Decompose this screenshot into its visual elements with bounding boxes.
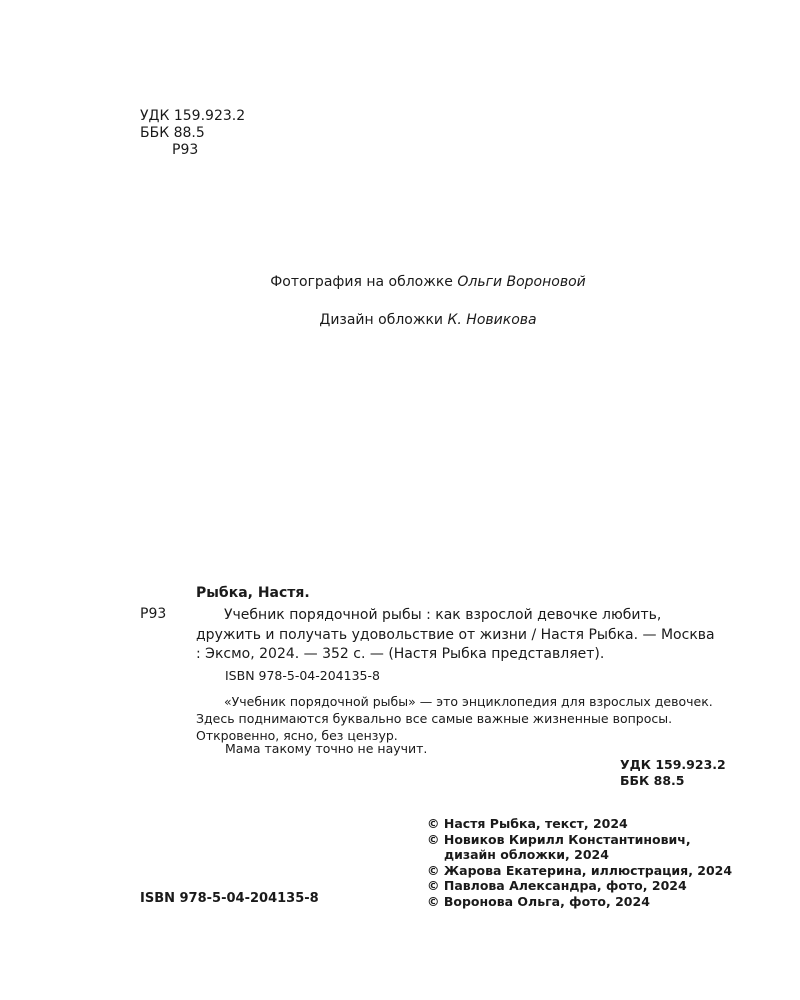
bbk-code: ББК 88.5	[140, 125, 205, 141]
design-credit-prefix: Дизайн обложки	[319, 312, 448, 328]
copyright-line-continued: дизайн обложки, 2024	[444, 847, 609, 862]
udk-code: УДК 159.923.2	[140, 108, 246, 124]
isbn-footer: ISBN 978-5-04-204135-8	[140, 891, 319, 906]
book-description: «Учебник порядочной рыбы» — это энциклопедия для взрослых девочек. Здесь поднимаются буквально все самые важные жизненные вопросы. Откровенно, ясно, без цензур.	[196, 694, 713, 743]
cover-photo-credit	[0, 274, 800, 290]
copyright-line: © Настя Рыбка, текст, 2024	[427, 816, 628, 831]
annotation-author-mark: Р93	[140, 606, 167, 622]
bibliographic-description: Учебник порядочной рыбы : как взрослой девочке любить, дружить и получать удовольствие от жизни / Настя Рыбка. — Москва : Эксмо, 2024. — 352 с. — (Настя Рыбка представляет).	[196, 607, 715, 662]
copyright-block	[427, 816, 732, 909]
copyright-line: © Воронова Ольга, фото, 2024	[427, 893, 650, 909]
design-credit-name: К. Новикова	[447, 312, 537, 328]
photo-credit-name: Ольги Вороновой	[457, 274, 586, 290]
copyright-line: © Павлова Александра, фото, 2024	[427, 878, 687, 893]
copyright-line: © Новиков Кирилл Константинович,	[427, 831, 691, 847]
author-mark: Р93	[172, 142, 199, 158]
annotation-isbn: ISBN 978-5-04-204135-8	[225, 668, 380, 683]
cover-design-credit	[0, 312, 800, 328]
top-classification	[140, 108, 245, 159]
copyright-line: © Жарова Екатерина, иллюстрация, 2024	[427, 862, 733, 878]
bottom-udk-code: УДК 159.923.2	[620, 757, 726, 772]
book-description-last: Мама такому точно не научит.	[225, 741, 428, 756]
bottom-bbk-code: ББК 88.5	[620, 773, 685, 788]
bottom-classification	[620, 757, 726, 789]
annotation-author: Рыбка, Настя.	[196, 585, 310, 601]
photo-credit-prefix: Фотография на обложке	[270, 274, 458, 290]
